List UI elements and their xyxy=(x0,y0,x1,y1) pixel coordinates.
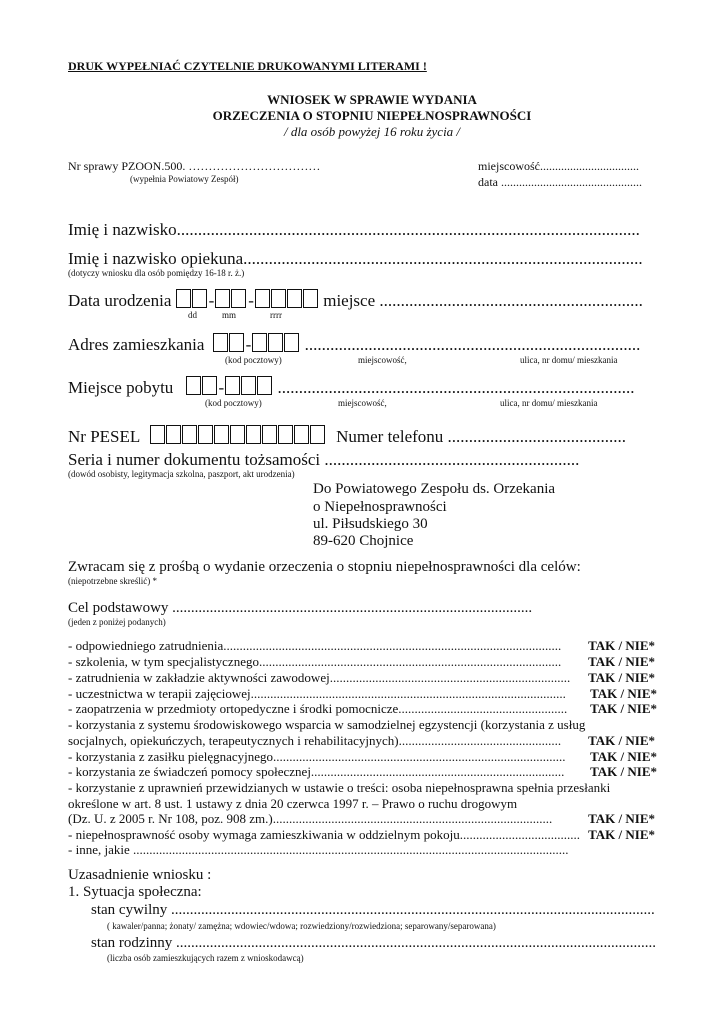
purpose-answer[interactable]: TAK / NIE* xyxy=(590,701,657,716)
stay-city-note: miejscowość, xyxy=(338,398,387,408)
pesel-digit-box[interactable] xyxy=(246,425,261,444)
purpose-other-field[interactable]: - inne, jakie ...................................................................................................................................... xyxy=(68,842,569,857)
purpose-item: - korzystanie z uprawnień przewidzianych w ustawie o treści: osoba niepełnosprawna spełnia przesłanki xyxy=(68,780,611,795)
date-digit-box[interactable] xyxy=(303,289,318,308)
address-street-note: ulica, nr domu/ mieszkania xyxy=(520,355,618,365)
id-document-field[interactable]: Seria i numer dokumentu tożsamości ............................................................ xyxy=(68,450,580,469)
pesel-digit-box[interactable] xyxy=(262,425,277,444)
birth-date-row xyxy=(68,289,643,311)
justification-title: Uzasadnienie wniosku : xyxy=(68,867,212,883)
postal-digit-box[interactable] xyxy=(186,376,201,395)
title-line-1: WNIOSEK W SPRAWIE WYDANIA xyxy=(267,92,477,107)
stay-street-note: ulica, nr domu/ mieszkania xyxy=(500,398,598,408)
purpose-item: - odpowiedniego zatrudnienia........................................................................................................ xyxy=(68,638,562,653)
recipient-line-1: Do Powiatowego Zespołu ds. Orzekania xyxy=(313,481,556,497)
civil-status-note: ( kawaler/panna; żonaty/ zamężna; wdowiec/wdowa; rozwiedziony/rozwiedziona; separowany/separowana) xyxy=(107,921,496,931)
date-field[interactable]: data ............................................... xyxy=(478,175,642,189)
stay-postal-boxes[interactable]: - xyxy=(186,376,274,398)
pesel-label: Nr PESEL xyxy=(68,427,140,446)
address-label: Adres zamieszkania xyxy=(68,335,205,354)
phone-field[interactable]: Numer telefonu .......................................... xyxy=(336,427,627,446)
stay-row xyxy=(68,376,634,398)
id-document-note: (dowód osobisty, legitymacja szkolna, paszport, akt urodzenia) xyxy=(68,469,295,479)
address-postal-note: (kod pocztowy) xyxy=(225,355,282,365)
date-digit-box[interactable] xyxy=(231,289,246,308)
pesel-row xyxy=(68,425,626,447)
pesel-digit-box[interactable] xyxy=(182,425,197,444)
purpose-answer[interactable]: TAK / NIE* xyxy=(588,811,655,826)
postal-digit-box[interactable] xyxy=(225,376,240,395)
stay-line-field[interactable]: .................................................................................... xyxy=(277,378,635,397)
pesel-digit-box[interactable] xyxy=(310,425,325,444)
postal-digit-box[interactable] xyxy=(229,333,244,352)
family-status-field[interactable]: stan rodzinny ................................................................................................................................ xyxy=(91,935,656,951)
postal-digit-box[interactable] xyxy=(257,376,272,395)
recipient-line-2: o Niepełnosprawności xyxy=(313,499,447,515)
case-number-field[interactable]: Nr sprawy PZOON.500. …………………………… xyxy=(68,159,321,173)
name-field[interactable]: Imię i nazwisko............................................................................................................. xyxy=(68,220,640,239)
pesel-digit-box[interactable] xyxy=(230,425,245,444)
purpose-item: określone w art. 8 ust. 1 ustawy z dnia 20 czerwca 1997 r. – Prawo o ruchu drogowym xyxy=(68,796,518,811)
purpose-answer[interactable]: TAK / NIE* xyxy=(588,638,655,653)
address-city-note: miejscowość, xyxy=(358,355,407,365)
title-line-2: ORZECZENIA O STOPNIU NIEPEŁNOSPRAWNOŚCI xyxy=(212,108,532,123)
primary-purpose-note: (jeden z poniżej podanych) xyxy=(68,617,166,627)
postal-digit-box[interactable] xyxy=(241,376,256,395)
birth-rrrr-label: rrrr xyxy=(270,310,282,320)
fill-instruction: DRUK WYPEŁNIAĆ CZYTELNIE DRUKOWANYMI LITERAMI ! xyxy=(68,59,427,73)
address-row xyxy=(68,333,640,355)
pesel-digit-box[interactable] xyxy=(294,425,309,444)
purpose-item: - zatrudnienia w zakładzie aktywności zawodowej.......................................................................... xyxy=(68,670,571,685)
pesel-digit-box[interactable] xyxy=(214,425,229,444)
birth-place-field[interactable]: miejsce .............................................................. xyxy=(323,291,643,310)
postal-digit-box[interactable] xyxy=(213,333,228,352)
address-line-field[interactable]: ............................................................................... xyxy=(304,335,641,354)
request-text: Zwracam się z prośbą o wydanie orzeczenia o stopniu niepełnosprawności dla celów: xyxy=(68,559,581,575)
purpose-item: - korzystania ze świadczeń pomocy społecznej.............................................................................. xyxy=(68,764,565,779)
date-digit-box[interactable] xyxy=(255,289,270,308)
purpose-item: - szkolenia, w tym specjalistycznego............................................................................................. xyxy=(68,654,562,669)
date-digit-box[interactable] xyxy=(176,289,191,308)
pesel-digit-box[interactable] xyxy=(166,425,181,444)
guardian-field[interactable]: Imię i nazwisko opiekuna.............................................................................................. xyxy=(68,249,643,268)
birth-dd-label: dd xyxy=(188,310,197,320)
stay-label: Miejsce pobytu xyxy=(68,378,174,397)
purpose-item: (Dz. U. z 2005 r. Nr 108, poz. 908 zm.)...................................................................................... xyxy=(68,811,553,826)
postal-digit-box[interactable] xyxy=(268,333,283,352)
birth-mm-label: mm xyxy=(222,310,237,320)
purpose-item: - uczestnictwa w terapii zajęciowej................................................................................................. xyxy=(68,686,566,701)
purpose-answer[interactable]: TAK / NIE* xyxy=(590,764,657,779)
purpose-item: - korzystania z systemu środowiskowego wsparcia w samodzielnej egzystencji (korzystania z usług xyxy=(68,717,586,732)
primary-purpose-field[interactable]: Cel podstawowy ................................................................................................ xyxy=(68,600,533,616)
postal-digit-box[interactable] xyxy=(284,333,299,352)
pesel-digit-box[interactable] xyxy=(150,425,165,444)
stay-postal-note: (kod pocztowy) xyxy=(205,398,262,408)
purpose-answer[interactable]: TAK / NIE* xyxy=(588,654,655,669)
purpose-answer[interactable]: TAK / NIE* xyxy=(588,670,655,685)
recipient-line-4: 89-620 Chojnice xyxy=(313,533,414,549)
recipient-line-3: ul. Piłsudskiego 30 xyxy=(313,516,428,532)
place-field[interactable]: miejscowość................................. xyxy=(478,159,639,173)
family-status-note: (liczba osób zamieszkujących razem z wnioskodawcą) xyxy=(107,953,304,963)
pesel-digit-box[interactable] xyxy=(198,425,213,444)
date-digit-box[interactable] xyxy=(271,289,286,308)
purpose-answer[interactable]: TAK / NIE* xyxy=(588,733,655,748)
case-number-note: (wypełnia Powiatowy Zespół) xyxy=(130,174,239,184)
purpose-item: - zaopatrzenia w przedmioty ortopedyczne i środki pomocnicze.................................................... xyxy=(68,701,568,716)
purpose-item: - niepełnosprawność osoby wymaga zamieszkiwania w oddzielnym pokoju..................................... xyxy=(68,827,580,842)
postal-digit-box[interactable] xyxy=(252,333,267,352)
purpose-answer[interactable]: TAK / NIE* xyxy=(590,686,657,701)
purpose-item: socjalnych, opiekuńczych, terapeutycznych i rehabilitacyjnych).................................................. xyxy=(68,733,562,748)
purpose-item: - korzystania z zasiłku pielęgnacyjnego.......................................................................................... xyxy=(68,749,566,764)
request-note: (niepotrzebne skreślić) * xyxy=(68,576,157,586)
birth-date-boxes[interactable]: - - xyxy=(176,289,319,311)
birth-date-label: Data urodzenia xyxy=(68,291,172,310)
pesel-boxes[interactable] xyxy=(150,425,326,447)
title-line-3: / dla osób powyżej 16 roku życia / xyxy=(283,124,461,139)
postal-digit-box[interactable] xyxy=(202,376,217,395)
date-digit-box[interactable] xyxy=(192,289,207,308)
address-postal-boxes[interactable]: - xyxy=(213,333,301,355)
pesel-digit-box[interactable] xyxy=(278,425,293,444)
date-digit-box[interactable] xyxy=(215,289,230,308)
civil-status-field[interactable]: stan cywilny ................................................................................................................................. xyxy=(91,902,655,918)
purpose-answer[interactable]: TAK / NIE* xyxy=(590,749,657,764)
purpose-answer[interactable]: TAK / NIE* xyxy=(588,827,655,842)
date-digit-box[interactable] xyxy=(287,289,302,308)
social-situation-heading: 1. Sytuacja społeczna: xyxy=(68,884,202,900)
guardian-note: (dotyczy wniosku dla osób pomiędzy 16-18 r. ż.) xyxy=(68,268,245,278)
